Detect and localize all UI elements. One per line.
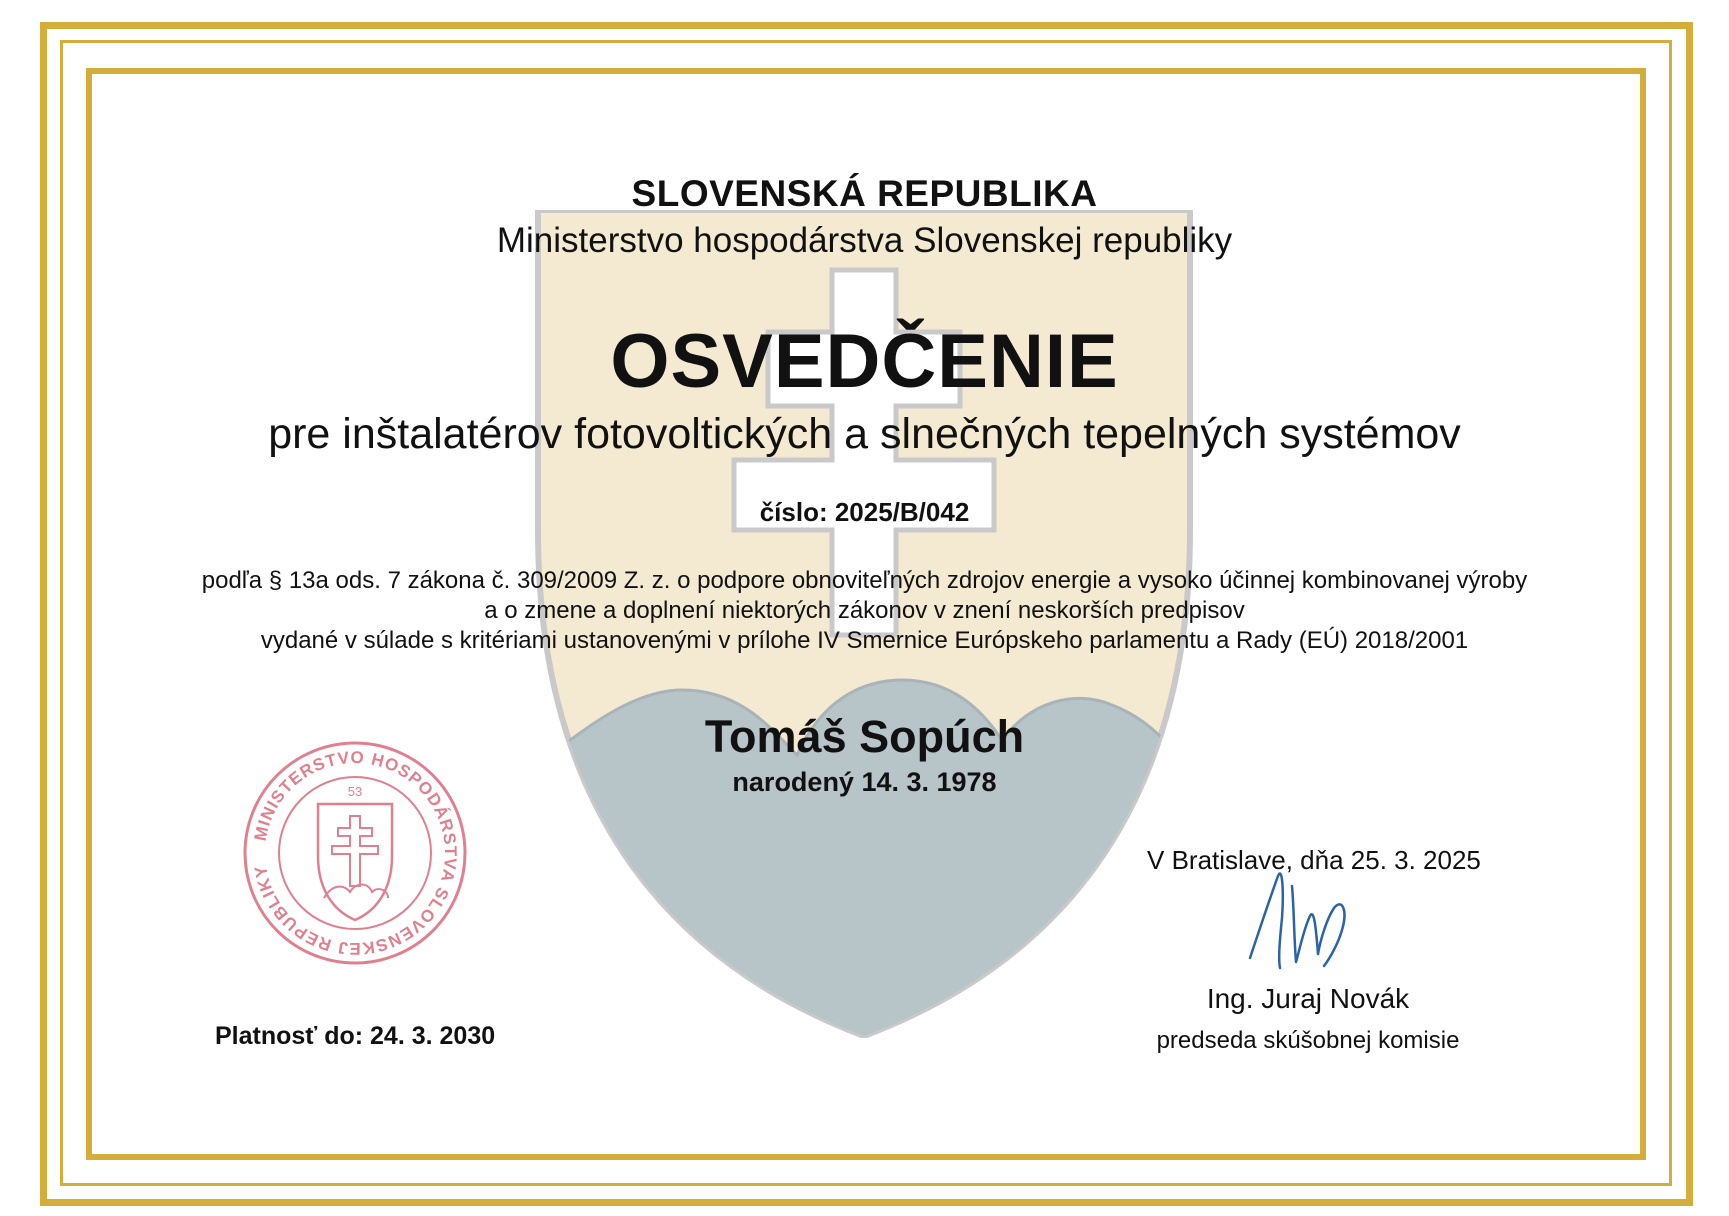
stamp-number: 53 [347, 784, 363, 799]
country-heading: SLOVENSKÁ REPUBLIKA [631, 173, 1098, 214]
validity-date: Platnosť do: 24. 3. 2030 [215, 1022, 496, 1050]
legal-basis-line-2: a o zmene a doplnení niektorých zákonov v znení neskorších predpisov [484, 597, 1245, 624]
legal-basis-line-1: podľa § 13a ods. 7 zákona č. 309/2009 Z. z. o podpore obnoviteľných zdrojov energie a vysoko účinnej kombinovanej výroby [201, 567, 1528, 594]
legal-basis-line-3: vydané v súlade s kritériami ustanovenými v prílohe IV Smernice Európskeho parlamentu a Rady (EÚ) 2018/2001 [260, 627, 1469, 654]
holder-name: Tomáš Sopúch [704, 711, 1025, 762]
svg-text:MINISTERSTVO HOSPODÁRSTVA SLOV [251, 748, 460, 958]
certificate-number: číslo: 2025/B/042 [759, 497, 970, 527]
certificate-subtitle: pre inštalatérov fotovoltických a slnečných tepelných systémov [268, 410, 1461, 458]
signer-role: predseda skúšobnej komisie [1156, 1027, 1460, 1054]
signer-name: Ing. Juraj Novák [1206, 983, 1410, 1014]
holder-birth-date: narodený 14. 3. 1978 [732, 767, 997, 797]
issue-place-date: V Bratislave, dňa 25. 3. 2025 [1147, 845, 1481, 875]
ministry-heading: Ministerstvo hospodárstva Slovenskej republiky [496, 221, 1233, 260]
signature-icon [1238, 858, 1398, 978]
stamp-ring-text: MINISTERSTVO HOSPODÁRSTVA SLOVENSKEJ REPUBLIKY [250, 747, 461, 959]
ministry-stamp-icon [240, 738, 470, 968]
certificate-title: OSVEDČENIE [610, 319, 1119, 404]
